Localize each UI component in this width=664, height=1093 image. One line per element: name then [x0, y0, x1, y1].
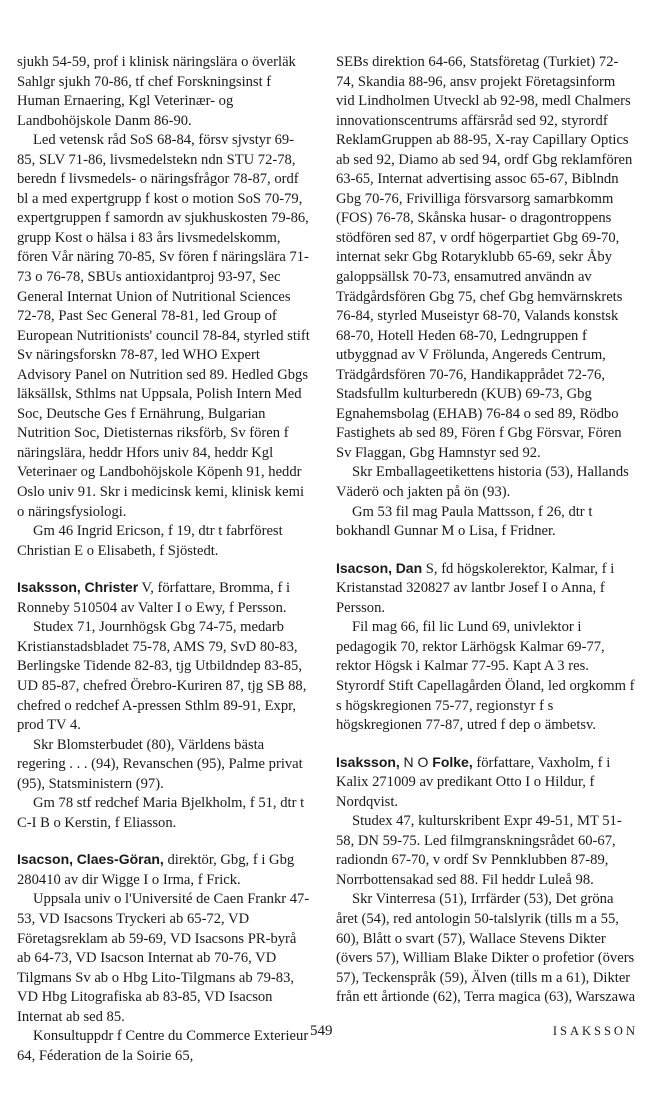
- entry-isaksson-christer: [17, 578, 311, 833]
- entry-given-name: Claes-Göran,: [76, 851, 164, 868]
- page-number: 549: [310, 1023, 333, 1039]
- entry-paragraph: Skr Emballageetikettens historia (53), Hallands Väderö och jakten på ön (93).: [336, 464, 629, 501]
- entry-heading: [17, 578, 311, 618]
- entry-lead: S, fd högskolerektor, Kalmar, f i Kristanstad 320827 av lantbr Josef I o Anna, f Persson.: [336, 560, 615, 616]
- running-head: ISAKSSON: [552, 1024, 638, 1038]
- entry-lead: författare, Vaxholm, f i Kalix 271009 av predikant Otto I o Hildur, f Nordqvist.: [336, 754, 611, 810]
- right-column: [336, 53, 636, 1025]
- entry-paragraph: Gm 78 stf redchef Maria Bjelkholm, f 51, dtr t C-I B o Kerstin, f Eliasson.: [17, 795, 305, 831]
- entry-paragraph: Skr Blomsterbudet (80), Världens bästa regering . . . (94), Revanschen (95), Palme privat (95), Statsministern (97).: [17, 736, 303, 792]
- entry-surname: Isacson,: [17, 851, 74, 868]
- left-column: [17, 53, 311, 1083]
- entry-surname: Isaksson,: [17, 579, 81, 596]
- entry-isaksson-folke: [336, 753, 636, 1008]
- entry-paragraph: sjukh 54-59, prof i klinisk näringslära o överläk Sahlgr sjukh 70-86, tf chef Forskningsinst f Human Ernaering, Kgl Veterinær- og Landbohöjskole Danm 86-90.: [17, 54, 296, 129]
- entry-given-name: Folke,: [432, 753, 473, 770]
- entry-given-prefix: N O: [403, 753, 433, 770]
- entry-paragraph: Studex 47, kulturskribent Expr 49-51, MT 51-58, DN 59-75. Led filmgranskningsrådet 60-67, radiondn 67-70, v ordf Sv Pennklubben 87-89, Norrbottensakad sed 88. Fil heddr Luleå 98.: [336, 813, 622, 888]
- entry-given-name: Dan: [395, 559, 423, 576]
- continued-entry-left: [17, 53, 311, 561]
- entry-lead: direktör, Gbg, f i Gbg 280410 av dir Wigge I o Irma, f Frick.: [17, 852, 295, 888]
- entry-isacson-dan: [336, 559, 636, 736]
- entry-heading: [336, 559, 636, 619]
- entry-paragraph: Gm 46 Ingrid Ericson, f 19, dtr t fabrförest Christian E o Elisabeth, f Sjöstedt.: [17, 523, 283, 559]
- entry-heading: [17, 850, 311, 890]
- entry-paragraph: SEBs direktion 64-66, Statsföretag (Turkiet) 72-74, Skandia 88-96, ansv projekt Företagsinform vid Lindholmen Utveckl ab 92-98, medl Chalmers innovationscentrums affärsråd sed 92, styrordf ReklamGruppen ab 88-95, X-ray Capillary Optics ab sed 92, Diamo ab sed 94, ordf Gbg reklamfören 63-65, Internat advertising assoc 65-67, Biblndn Gbg 70-76, Frivilliga försvarsorg samarbkomm (FOS) 76-78, Skånska husar- o dragontroppens stödfören sed 87, v ordf högerpartiet Gbg 69-70, internat sekr Gbg Rotaryklubb 65-69, sekr Åby galoppsällsk 70-73, ensamutred användn av Trädgårdsfören Gbg 75, chef Gbg hemvärnskrets 76-84, styrled Museistyr 68-70, Valands konstsk 68-70, Hotell Heden 68-70, Ledngruppen f utbyggnad av V Frölunda, Angereds Centrum, Trädgårdsfören 70-76, Handikapprådet 72-76, Stadsfullm kulturberedn (KUB) 69-73, Gbg Egnahemsbolag (EHAB) 76-84 o sed 89, Rödbo Fastighets ab sed 89, Fören f Gbg Försvar, Fören Sv Flaggan, Gbg Hamnstyr sed 92.: [336, 54, 633, 461]
- entry-paragraph: Gm 53 fil mag Paula Mattsson, f 26, dtr t bokhandl Gunnar M o Lisa, f Fridner.: [336, 503, 593, 540]
- entry-paragraph: Uppsala univ o l'Université de Caen Frankr 47-53, VD Isacsons Tryckeri ab 65-72, VD Företagsreklam ab 59-69, VD Isacsons PR-byrå ab 64-73, VD Isacson Internat ab 70-76, VD Tilgmans Sv ab o Hbg Lito-Tilgmans ab 79-83, VD Hbg Litografiska ab 83-85, VD Isacson Internat ab sed 85.: [17, 891, 310, 1025]
- entry-surname: Isaksson,: [336, 753, 400, 770]
- entry-given-name: Christer: [84, 579, 139, 596]
- entry-surname: Isacson,: [336, 559, 393, 576]
- entry-paragraph: Studex 71, Journhögsk Gbg 74-75, medarb Kristianstadsbladet 75-78, AMS 79, SvD 80-83, Berlingske Tidende 82-83, tjg Utbildndep 83-85, UD 85-87, chefred Örebro-Kuriren 87, tjg SB 88, chefred o redchef A-pressen Sthlm 89-91, Expr, prod TV 4.: [17, 619, 307, 734]
- entry-paragraph: Fil mag 66, fil lic Lund 69, univlektor i pedagogik 70, rektor Lärhögsk Kalmar 69-77, rektor Högsk i Kalmar 77-95. Kapt A 3 res. Styrordf Stift Capellagården Öland, led orgkomm f s högskregionen 75-77, regionstyr f s högskregionen 77-87, utred f dep o ämbetsv.: [336, 619, 635, 734]
- entry-paragraph: Konsultuppdr f Centre du Commerce Exterieur 64, Féderation de la Soirie 65,: [17, 1028, 309, 1064]
- entry-lead: V, författare, Bromma, f i Ronneby 510504 av Valter I o Ewy, f Persson.: [17, 580, 291, 616]
- continued-entry-right: [336, 53, 636, 542]
- entry-heading: [336, 753, 636, 813]
- page-footer: [0, 1023, 664, 1047]
- entry-paragraph: Skr Vinterresa (51), Irrfärder (53), Det gröna året (54), red antologin 50-talslyrik (tills m a 55, 60), Blått o svart (57), Wallace Stevens Dikter (övers 57), William Blake Dikter o profetior (övers 57), Teckenspråk (59), Älven (tills m a 61), Dikter från ett årtionde (62), Terra magica (63), Warszawa: [336, 891, 636, 1006]
- entry-paragraph: Led vetensk råd SoS 68-84, försv sjvstyr 69-85, SLV 71-86, livsmedelstekn ndn STU 72-78, beredn f livsmedels- o näringsfrågor 78-87, ordf bl a med expertgrupp f kost o motion SoS 70-79, expertgruppen f samordn av sjukhuskosten 79-86, grupp Kost o hälsa i 83 års livsmedelskomm, fören Vår näring 70-85, Sv fören f näringslära 71-73 o 76-78, SBUs antioxidantproj 93-97, Sec General Internat Union of Nutritional Sciences 72-78, Past Sec General 78-81, led Group of European Nutritionists' council 78-84, styrled stift Sv näringsforskn 78-87, led WHO Expert Advisory Panel on Nutrition sed 89. Hedled Gbgs läksällsk, Sthlms nat Uppsala, Polish Intern Med Soc, Deutsche Ges f Ernährung, Bulgarian Nutrition Soc, Dietisternas riksförb, Sv fören f näringslära, heddr Hfors univ 84, heddr Kgl Veterinaer og Landbohöjskole Köpenh 91, heddr Oslo univ 91. Skr i medicinsk kemi, klinisk kemi o näringsfysiologi.: [17, 132, 310, 520]
